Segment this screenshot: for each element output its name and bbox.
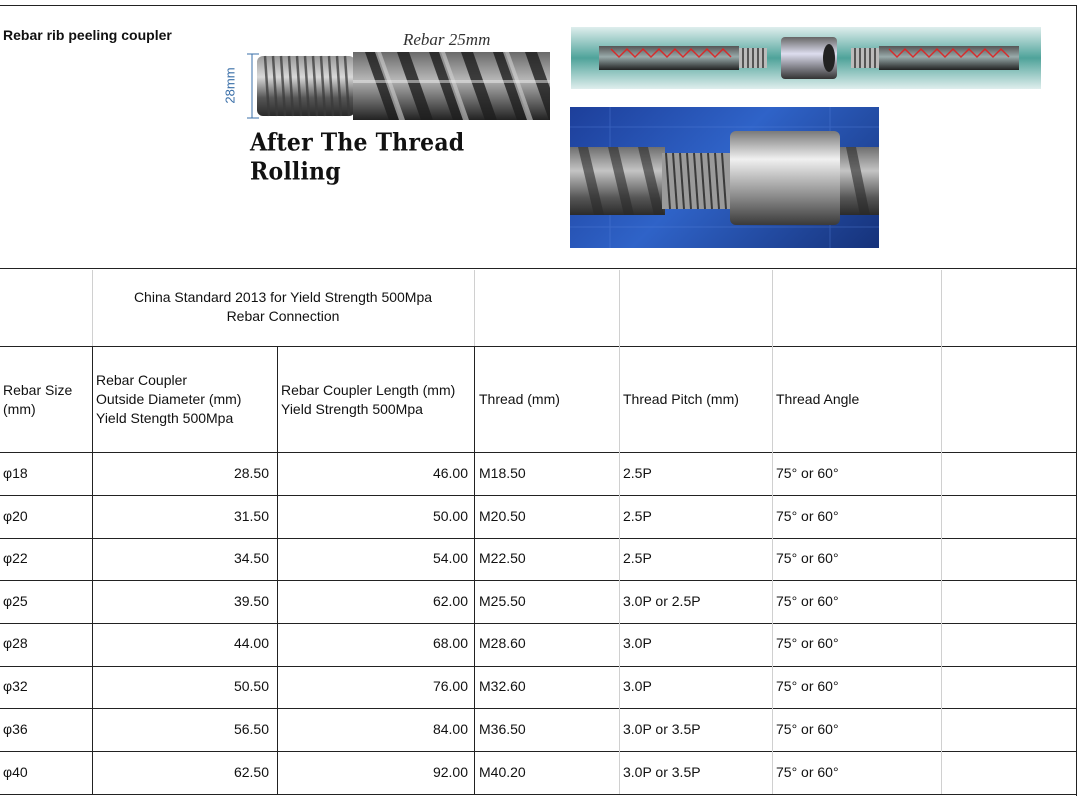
row-separator (0, 580, 1077, 581)
cell-thread: M25.50 (479, 593, 526, 609)
coupler-closeup-illustration (570, 107, 879, 248)
page-title: Rebar rib peeling coupler (3, 27, 172, 43)
standard-line-1: China Standard 2013 for Yield Strength 500Mpa (133, 289, 433, 305)
row-separator (0, 623, 1077, 624)
cell-size: φ40 (3, 764, 28, 780)
header-coupler-od: Rebar Coupler Outside Diameter (mm) Yield Stength 500Mpa (96, 372, 242, 426)
top-border (0, 5, 1077, 6)
cell-pitch: 2.5P (623, 465, 652, 481)
cell-thread: M36.50 (479, 721, 526, 737)
cell-size: φ22 (3, 550, 28, 566)
col-line (277, 346, 278, 794)
cell-pitch: 2.5P (623, 508, 652, 524)
diameter-dimension-label: 28mm (222, 67, 238, 104)
grid-line (474, 270, 475, 346)
cell-angle: 75° or 60° (776, 593, 839, 609)
diagram-caption: After The Thread Rolling (250, 128, 465, 187)
row-separator (0, 538, 1077, 539)
cell-length: 76.00 (432, 678, 468, 694)
cell-pitch: 3.0P or 2.5P (623, 593, 701, 609)
cell-od: 62.50 (233, 764, 269, 780)
header-thread-angle: Thread Angle (776, 391, 860, 407)
cell-length: 50.00 (432, 508, 468, 524)
header-rebar-size: Rebar Size (mm) (3, 382, 73, 417)
section-divider (0, 268, 1077, 269)
cell-thread: M40.20 (479, 764, 526, 780)
header-coupler-length: Rebar Coupler Length (mm) Yield Strength 500Mpa (281, 382, 456, 417)
cell-pitch: 2.5P (623, 550, 652, 566)
col-line (92, 346, 93, 794)
rebar-size-label: Rebar 25mm (403, 30, 491, 49)
header-thread: Thread (mm) (479, 391, 560, 407)
cell-length: 46.00 (432, 465, 468, 481)
cell-length: 62.00 (432, 593, 468, 609)
coupler-photo-top (571, 27, 1041, 89)
cell-size: φ18 (3, 465, 28, 481)
cell-angle: 75° or 60° (776, 678, 839, 694)
cell-od: 28.50 (233, 465, 269, 481)
rebar-diagram (225, 48, 555, 124)
cell-angle: 75° or 60° (776, 764, 839, 780)
cell-pitch: 3.0P (623, 635, 652, 651)
cell-angle: 75° or 60° (776, 508, 839, 524)
cell-od: 56.50 (233, 721, 269, 737)
cell-size: φ28 (3, 635, 28, 651)
standard-line-2: Rebar Connection (226, 308, 340, 324)
coupler-assembly-illustration (571, 27, 1041, 89)
header-thread-pitch: Thread Pitch (mm) (623, 391, 739, 407)
standard-description (92, 288, 474, 326)
cell-od: 39.50 (233, 593, 269, 609)
grid-line (619, 270, 620, 794)
cell-size: φ25 (3, 593, 28, 609)
row-separator (0, 666, 1077, 667)
row-separator (0, 495, 1077, 496)
grid-line (941, 270, 942, 794)
right-border (1076, 5, 1077, 796)
row-separator (0, 708, 1077, 709)
cell-thread: M32.60 (479, 678, 526, 694)
cell-length: 84.00 (432, 721, 468, 737)
bottom-border (0, 794, 1077, 795)
cell-pitch: 3.0P or 3.5P (623, 721, 701, 737)
cell-od: 31.50 (233, 508, 269, 524)
threaded-rebar-illustration (225, 48, 555, 124)
cell-od: 50.50 (233, 678, 269, 694)
header-divider (0, 346, 1077, 347)
column-header-divider (0, 452, 1077, 453)
cell-angle: 75° or 60° (776, 465, 839, 481)
cell-pitch: 3.0P (623, 678, 652, 694)
row-separator (0, 751, 1077, 752)
cell-pitch: 3.0P or 3.5P (623, 764, 701, 780)
cell-thread: M28.60 (479, 635, 526, 651)
coupler-photo-bottom (570, 107, 879, 248)
grid-line (772, 270, 773, 794)
cell-size: φ36 (3, 721, 28, 737)
cell-angle: 75° or 60° (776, 550, 839, 566)
cell-length: 68.00 (432, 635, 468, 651)
cell-thread: M22.50 (479, 550, 526, 566)
cell-od: 44.00 (233, 635, 269, 651)
cell-thread: M20.50 (479, 508, 526, 524)
cell-size: φ20 (3, 508, 28, 524)
col-line (474, 346, 475, 794)
cell-od: 34.50 (233, 550, 269, 566)
cell-thread: M18.50 (479, 465, 526, 481)
cell-length: 54.00 (432, 550, 468, 566)
cell-angle: 75° or 60° (776, 721, 839, 737)
cell-length: 92.00 (432, 764, 468, 780)
cell-angle: 75° or 60° (776, 635, 839, 651)
cell-size: φ32 (3, 678, 28, 694)
